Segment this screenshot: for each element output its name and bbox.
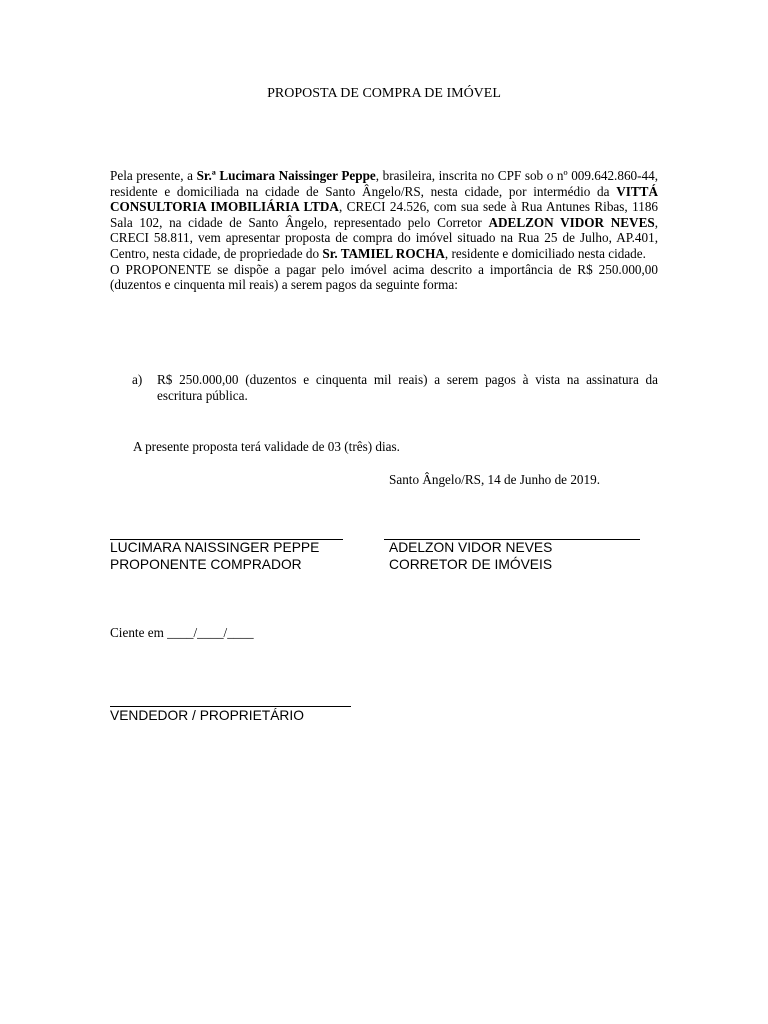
buyer-signature-block — [110, 540, 319, 573]
broker-signature-block — [389, 540, 552, 573]
document-title: PROPOSTA DE COMPRA DE IMÓVEL — [267, 86, 501, 101]
paragraph-intro — [110, 168, 658, 262]
buyer-name-bold: Sr.ª Lucimara Naissinger Peppe — [196, 168, 376, 183]
text-run: , brasileira, inscrita no CPF sob o nº 009.642.860-44, residente e domiciliada na cidade de Santo Ângelo/RS, nesta cidade, por intermédio da — [110, 168, 659, 199]
list-marker: a) — [132, 372, 143, 387]
proposal-body — [110, 168, 658, 293]
broker-name-bold: ADELZON VIDOR NEVES — [488, 214, 655, 230]
broker-name: ADELZON VIDOR NEVES — [389, 540, 553, 555]
paragraph-payment: O PROPONENTE se dispõe a pagar pelo imóvel acima descrito a importância de R$ 250.000,00 (duzentos e cinquenta mil reais) a serem pagos da seguinte forma: — [110, 261, 658, 293]
text-run: , CRECI 58.811, vem apresentar proposta de compra do imóvel situado na Rua 25 de Julho, AP.401, Centro, nesta cidade, de propriedade do — [110, 214, 658, 261]
text-run: , residente e domiciliado nesta cidade. — [444, 245, 646, 261]
seller-signature-line — [110, 706, 351, 707]
text-run: Pela presente, a — [110, 168, 197, 183]
list-item-text: R$ 250.000,00 (duzentos e cinquenta mil reais) a serem pagos à vista na assinatura da escritura pública. — [157, 372, 658, 403]
agency-name-bold: VITTÁ CONSULTORIA IMOBILIÁRIA LTDA — [110, 183, 658, 215]
place-date: Santo Ângelo/RS, 14 de Junho de 2019. — [389, 472, 600, 487]
broker-role: CORRETOR DE IMÓVEIS — [389, 556, 553, 572]
buyer-name: LUCIMARA NAISSINGER PEPPE — [110, 540, 320, 555]
text-run: , CRECI 24.526, com sua sede à Rua Antunes Ribas, 1186 Sala 102, na cidade de Santo Ângelo, representado pelo Corretor — [110, 199, 659, 230]
validity-note: A presente proposta terá validade de 03 (três) dias. — [133, 439, 400, 454]
buyer-role: PROPONENTE COMPRADOR — [110, 556, 302, 572]
owner-name-bold: Sr. TAMIEL ROCHA — [322, 245, 445, 261]
seller-role: VENDEDOR / PROPRIETÁRIO — [110, 708, 304, 723]
ciente-date-line: Ciente em ____/____/____ — [110, 625, 254, 640]
